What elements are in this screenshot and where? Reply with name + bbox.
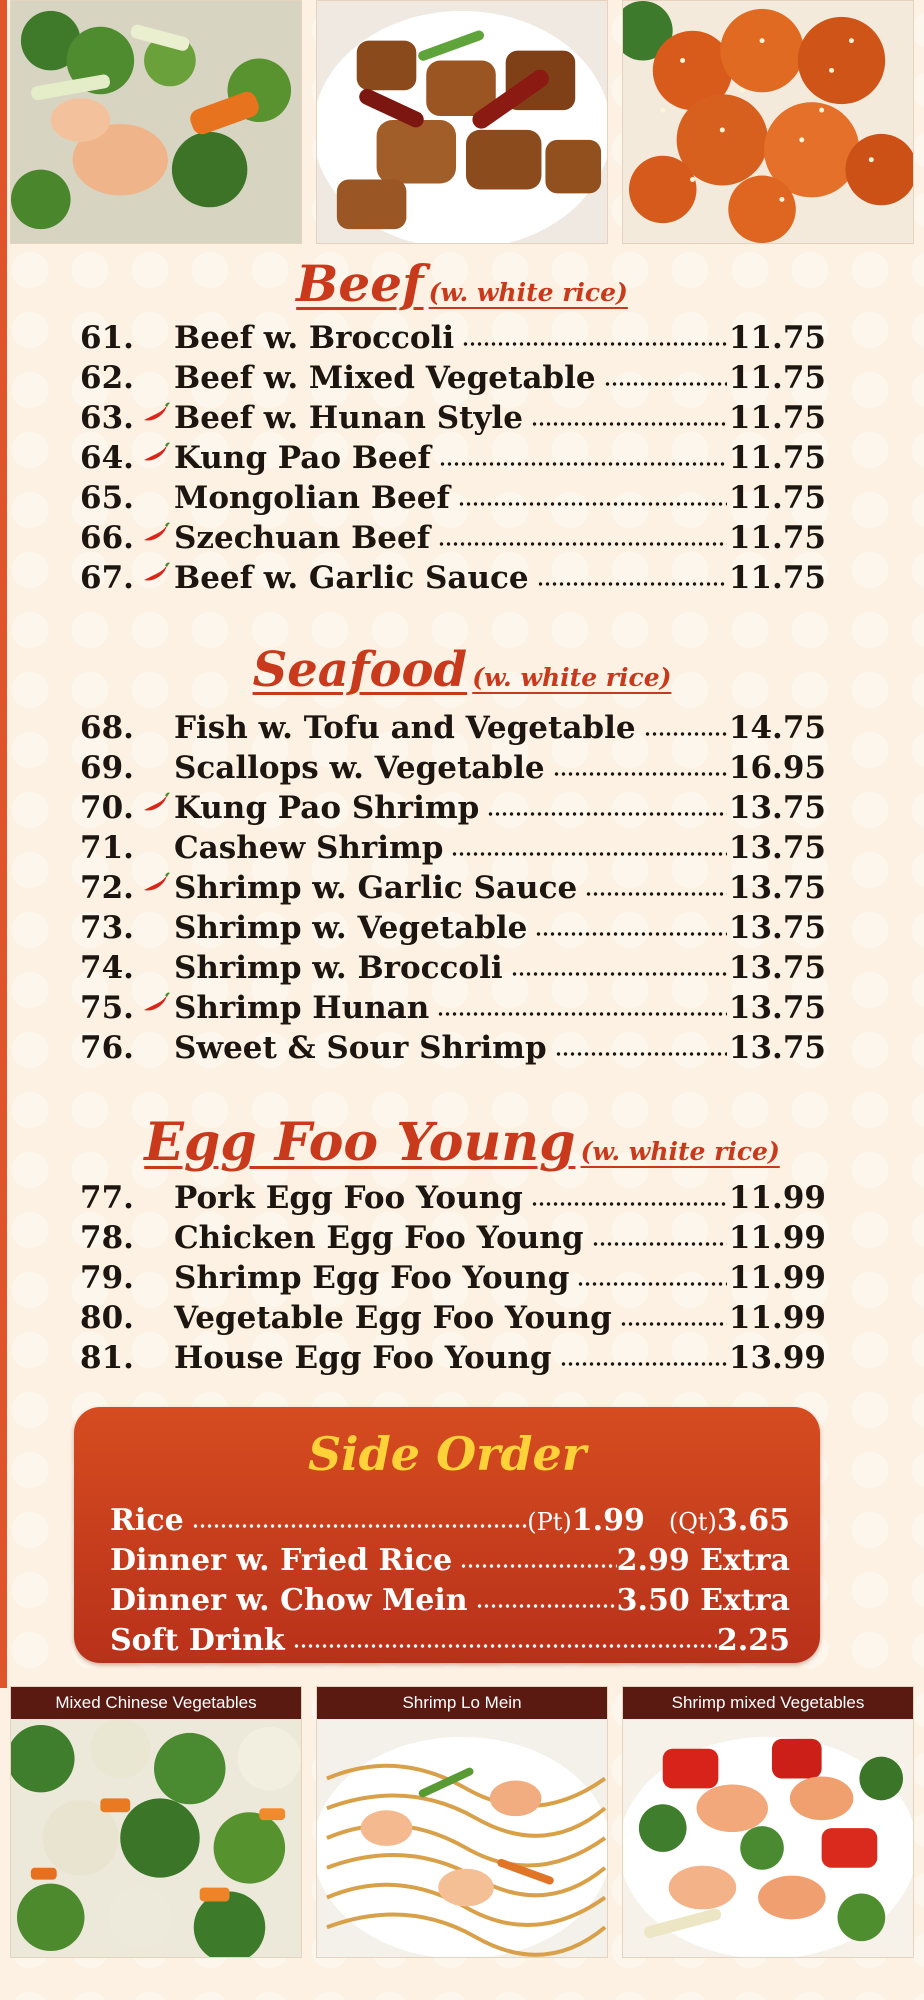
side-item-name: Rice [110,1503,184,1538]
chili-pepper-icon [140,398,174,428]
item-price: 13.75 [728,990,826,1026]
section-subtitle: (w. white rice) [428,278,628,307]
menu-item [80,948,826,988]
menu-item [80,398,826,438]
item-number: 66. [80,520,134,556]
chili-spacer [140,1028,174,1058]
item-price: 11.99 [728,1220,826,1256]
item-number: 80. [80,1300,134,1336]
menu-item [80,1338,826,1378]
side-order-box [74,1407,820,1663]
dot-leader [560,1342,727,1368]
section-subtitle: (w. white rice) [472,663,672,692]
beef-section-title [0,254,924,313]
quart-price: 3.65 [716,1503,790,1538]
dot-leader [487,792,727,818]
dot-leader [620,1302,727,1328]
shrimp-lo-mein-photo [316,1686,608,1958]
seafood-section-title [0,642,924,698]
menu-item [80,558,826,598]
item-name: Sweet & Sour Shrimp [174,1030,547,1066]
side-item-name: Dinner w. Chow Mein [110,1583,468,1618]
item-name: Szechuan Beef [174,520,431,556]
dot-leader [537,562,727,588]
side-item-name: Soft Drink [110,1623,285,1658]
item-name: Shrimp Egg Foo Young [174,1260,570,1296]
item-price: 11.75 [728,400,826,436]
dot-leader [458,482,727,508]
shrimp-mixed-vegetables-photo [622,1686,914,1958]
chili-pepper-icon [140,988,174,1018]
dot-leader [535,912,727,938]
item-number: 74. [80,950,134,986]
chili-pepper-icon [140,518,174,548]
item-name: Chicken Egg Foo Young [174,1220,584,1256]
item-number: 77. [80,1180,134,1216]
item-number: 76. [80,1030,134,1066]
item-number: 62. [80,360,134,396]
rice-prices [527,1503,790,1538]
chili-spacer [140,828,174,858]
item-price: 11.99 [728,1180,826,1216]
dot-leader [439,442,727,468]
seafood-item-list [80,708,826,1068]
menu-item [80,748,826,788]
menu-item [80,1218,826,1258]
item-number: 79. [80,1260,134,1296]
item-name: Beef w. Mixed Vegetable [174,360,596,396]
dot-leader [555,1032,727,1058]
item-number: 67. [80,560,134,596]
section-subtitle: (w. white rice) [580,1137,780,1166]
dot-leader [192,1506,528,1530]
chili-spacer [140,1258,174,1288]
photo-caption: Mixed Chinese Vegetables [11,1687,301,1719]
item-name: Beef w. Broccoli [174,320,455,356]
chili-spacer [140,708,174,738]
dot-leader [577,1262,727,1288]
menu-item [80,1298,826,1338]
item-number: 75. [80,990,134,1026]
side-order-row [110,1583,790,1623]
side-item-price: 2.25 [716,1623,790,1658]
menu-item [80,988,826,1028]
item-name: Cashew Shrimp [174,830,444,866]
item-price: 11.75 [728,360,826,396]
menu-item [80,788,826,828]
chili-pepper-icon [140,558,174,588]
menu-item [80,1028,826,1068]
item-number: 78. [80,1220,134,1256]
side-order-row [110,1623,790,1663]
item-price: 13.75 [728,950,826,986]
menu-item [80,1178,826,1218]
dot-leader [476,1586,617,1610]
item-price: 14.75 [728,710,826,746]
dot-leader [644,712,727,738]
item-number: 72. [80,870,134,906]
item-number: 73. [80,910,134,946]
chili-spacer [140,1298,174,1328]
side-item-price: 3.50 Extra [616,1583,790,1618]
dot-leader [585,872,727,898]
side-item-name: Dinner w. Fried Rice [110,1543,453,1578]
dot-leader [531,1182,727,1208]
item-price: 11.75 [728,440,826,476]
menu-item [80,708,826,748]
side-order-title: Side Order [307,1427,587,1481]
item-name: Shrimp w. Vegetable [174,910,528,946]
menu-item [80,1258,826,1298]
chili-spacer [140,318,174,348]
menu-item [80,518,826,558]
item-name: Beef w. Garlic Sauce [174,560,529,596]
dot-leader [293,1626,717,1650]
item-price: 11.75 [728,560,826,596]
item-price: 11.99 [728,1300,826,1336]
item-price: 16.95 [728,750,826,786]
item-name: Mongolian Beef [174,480,450,516]
menu-item [80,868,826,908]
sesame-chicken-photo [622,0,914,244]
pint-price: 1.99 [571,1503,645,1538]
photo-caption: Shrimp Lo Mein [317,1687,607,1719]
dot-leader [437,992,727,1018]
mixed-vegetables-photo [10,1686,302,1958]
item-price: 13.75 [728,870,826,906]
dot-leader [438,522,727,548]
item-name: Shrimp w. Garlic Sauce [174,870,578,906]
item-number: 71. [80,830,134,866]
egg-foo-young-item-list [80,1178,826,1378]
chili-spacer [140,1178,174,1208]
menu-item [80,478,826,518]
dot-leader [451,832,726,858]
item-name: Beef w. Hunan Style [174,400,523,436]
item-number: 70. [80,790,134,826]
dot-leader [511,952,727,978]
menu-item [80,828,826,868]
chili-spacer [140,478,174,508]
item-price: 11.75 [728,320,826,356]
item-number: 65. [80,480,134,516]
item-price: 11.99 [728,1260,826,1296]
item-price: 13.75 [728,1030,826,1066]
chili-spacer [140,358,174,388]
shrimp-broccoli-photo [10,0,302,244]
item-name: Shrimp w. Broccoli [174,950,503,986]
side-order-row [110,1543,790,1583]
dot-leader [531,402,727,428]
item-name: House Egg Foo Young [174,1340,552,1376]
item-number: 81. [80,1340,134,1376]
pint-label: (Pt) [527,1508,572,1536]
dot-leader [462,322,727,348]
item-number: 61. [80,320,134,356]
menu-item [80,908,826,948]
item-name: Pork Egg Foo Young [174,1180,523,1216]
chili-pepper-icon [140,868,174,898]
item-price: 13.75 [728,830,826,866]
item-name: Shrimp Hunan [174,990,430,1026]
beef-item-list [80,318,826,598]
dot-leader [460,1546,616,1570]
menu-item [80,318,826,358]
section-title: Beef [296,254,424,313]
chili-pepper-icon [140,788,174,818]
item-name: Scallops w. Vegetable [174,750,545,786]
chili-pepper-icon [140,438,174,468]
side-order-list [110,1503,790,1663]
item-name: Fish w. Tofu and Vegetable [174,710,636,746]
item-price: 11.75 [728,480,826,516]
item-price: 11.75 [728,520,826,556]
item-name: Kung Pao Beef [174,440,431,476]
chili-spacer [140,1338,174,1368]
item-price: 13.75 [728,910,826,946]
chicken-dried-chili-photo [316,0,608,244]
item-number: 68. [80,710,134,746]
side-order-rice-row [110,1503,790,1543]
item-price: 13.99 [728,1340,826,1376]
section-title: Seafood [252,642,468,698]
item-price: 13.75 [728,790,826,826]
chili-spacer [140,1218,174,1248]
item-name: Vegetable Egg Foo Young [174,1300,612,1336]
menu-item [80,438,826,478]
section-title: Egg Foo Young [144,1112,576,1173]
photo-caption: Shrimp mixed Vegetables [623,1687,913,1719]
item-name: Kung Pao Shrimp [174,790,480,826]
dot-leader [553,752,727,778]
dot-leader [604,362,727,388]
menu-item [80,358,826,398]
dot-leader [592,1222,727,1248]
item-number: 63. [80,400,134,436]
side-item-price: 2.99 Extra [616,1543,790,1578]
chili-spacer [140,748,174,778]
chili-spacer [140,948,174,978]
item-number: 69. [80,750,134,786]
egg-foo-young-section-title [0,1112,924,1173]
quart-label: (Qt) [668,1508,717,1536]
item-number: 64. [80,440,134,476]
chili-spacer [140,908,174,938]
